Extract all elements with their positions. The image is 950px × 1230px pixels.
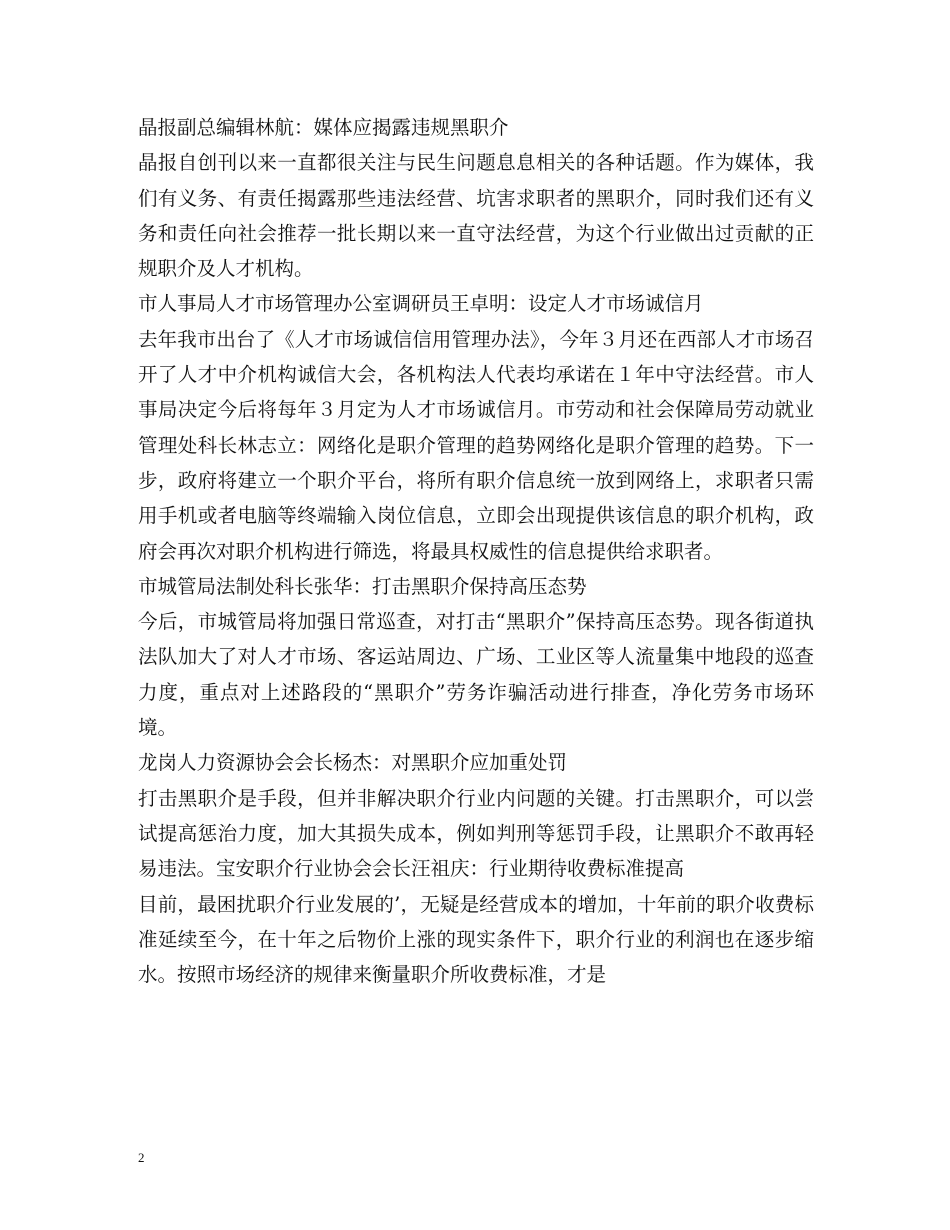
section-heading-urban-management: 市城管局法制处科长张华：打击黑职介保持高压态势 — [138, 574, 587, 598]
section-heading-longgang: 龙岗人力资源协会会长杨杰：对黑职介应加重处罚 — [138, 751, 568, 775]
document-body — [138, 110, 814, 992]
paragraph-urban-management: 今后，市城管局将加强日常巡查，对打击“黑职介”保持高压态势。现各街道执法队加大了对人才市场、客运站周边、广场、工业区等人流量集中地段的巡查力度，重点对上述路段的“黑职介”劳务诈骗活动进行排查，净化劳务市场环境。 — [138, 610, 814, 740]
paragraph-talent-market: 去年我市出台了《人才市场诚信信用管理办法》，今年３月还在西部人才市场召开了人才中介机构诚信大会，各机构法人代表均承诺在１年中守法经营。市人事局决定今后将每年３月定为人才市场诚信月。市劳动和社会保障局劳动就业管理处科长林志立：网络化是职介管理的趋势网络化是职介管理的趋势。下一步，政府将建立一个职介平台，将所有职介信息统一放到网络上，求职者只需用手机或者电脑等终端输入岗位信息，立即会出现提供该信息的职介机构，政府会再次对职介机构进行筛选，将最具权威性的信息提供给求职者。 — [138, 327, 814, 563]
paragraph-longgang: 打击黑职介是手段，但并非解决职介行业内问题的关键。打击黑职介，可以尝试提高惩治力度，加大其损失成本，例如判刑等惩罚手段，让黑职介不敢再轻易违法。宝安职介行业协会会长汪祖庆：行业期待收费标准提高 — [138, 786, 814, 881]
section-heading-talent-market: 市人事局人才市场管理办公室调研员王卓明：设定人才市场诚信月 — [138, 292, 704, 316]
paragraph-fee-standards: 目前，最困扰职介行业发展的’，无疑是经营成本的增加，十年前的职介收费标准延续至今，在十年之后物价上涨的现实条件下，职介行业的利润也在逐步缩水。按照市场经济的规律来衡量职介所收费标准，才是 — [138, 892, 814, 987]
paragraph-jingbao: 晶报自创刊以来一直都很关注与民生问题息息相关的各种话题。作为媒体，我们有义务、有责任揭露那些违法经营、坑害求职者的黑职介，同时我们还有义务和责任向社会推荐一批长期以来一直守法经营，为这个行业做出过贡献的正规职介及人才机构。 — [138, 151, 814, 281]
page-number: 2 — [138, 1150, 145, 1165]
section-heading-jingbao: 晶报副总编辑林航：媒体应揭露违规黑职介 — [138, 116, 509, 139]
